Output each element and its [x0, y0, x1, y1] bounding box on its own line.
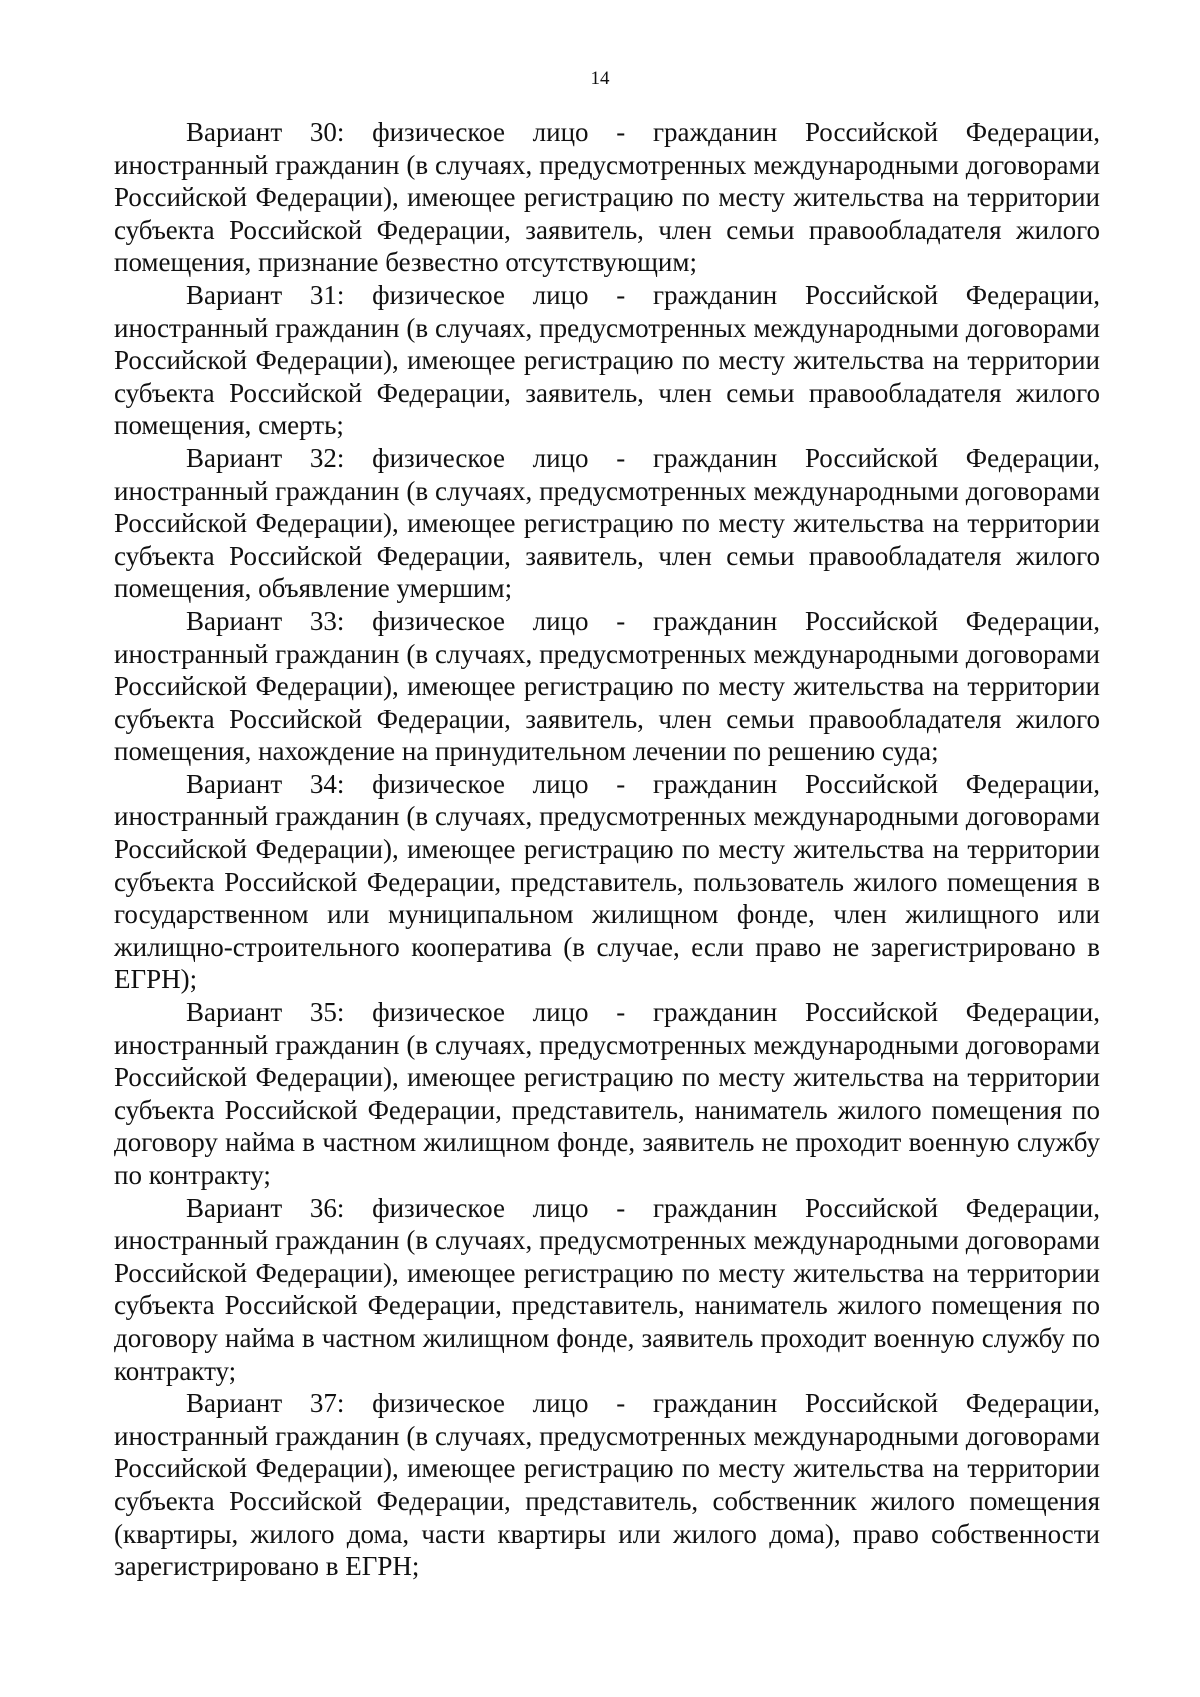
paragraph-variant-30: Вариант 30: физическое лицо - гражданин Российской Федерации, иностранный гражданин (в случаях, предусмотренных международными договорами Российской Федерации), имеющее регистрацию по месту жительства на территории субъекта Российской Федерации, заявитель, член семьи правообладателя жилого помещения, признание безвестно отсутствующим;	[114, 117, 1100, 278]
paragraph-variant-32: Вариант 32: физическое лицо - гражданин Российской Федерации, иностранный гражданин (в случаях, предусмотренных международными договорами Российской Федерации), имеющее регистрацию по месту жительства на территории субъекта Российской Федерации, заявитель, член семьи правообладателя жилого помещения, объявление умершим;	[114, 442, 1100, 604]
paragraph-variant-34: Вариант 34: физическое лицо - гражданин Российской Федерации, иностранный гражданин (в случаях, предусмотренных международными договорами Российской Федерации), имеющее регистрацию по месту жительства на территории субъекта Российской Федерации, представитель, пользователь жилого помещения в государственном или муниципальном жилищном фонде, член жилищного или жилищно-строительного кооператива (в случае, если право не зарегистрировано в ЕГРН);	[114, 768, 1100, 995]
page-number: 14	[590, 68, 610, 89]
paragraph-variant-33: Вариант 33: физическое лицо - гражданин Российской Федерации, иностранный гражданин (в случаях, предусмотренных международными договорами Российской Федерации), имеющее регистрацию по месту жительства на территории субъекта Российской Федерации, заявитель, член семьи правообладателя жилого помещения, нахождение на принудительном лечении по решению суда;	[114, 605, 1100, 767]
document-body	[114, 116, 1100, 1583]
paragraph-variant-37: Вариант 37: физическое лицо - гражданин Российской Федерации, иностранный гражданин (в случаях, предусмотренных международными договорами Российской Федерации), имеющее регистрацию по месту жительства на территории субъекта Российской Федерации, представитель, собственник жилого помещения (квартиры, жилого дома, части квартиры или жилого дома), право собственности зарегистрировано в ЕГРН;	[114, 1388, 1100, 1582]
paragraph-variant-31: Вариант 31: физическое лицо - гражданин Российской Федерации, иностранный гражданин (в случаях, предусмотренных международными договорами Российской Федерации), имеющее регистрацию по месту жительства на территории субъекта Российской Федерации, заявитель, член семьи правообладателя жилого помещения, смерть;	[114, 279, 1100, 441]
paragraph-variant-35: Вариант 35: физическое лицо - гражданин Российской Федерации, иностранный гражданин (в случаях, предусмотренных международными договорами Российской Федерации), имеющее регистрацию по месту жительства на территории субъекта Российской Федерации, представитель, наниматель жилого помещения по договору найма в частном жилищном фонде, заявитель не проходит военную службу по контракту;	[114, 997, 1100, 1190]
paragraph-variant-36: Вариант 36: физическое лицо - гражданин Российской Федерации, иностранный гражданин (в случаях, предусмотренных международными договорами Российской Федерации), имеющее регистрацию по месту жительства на территории субъекта Российской Федерации, представитель, наниматель жилого помещения по договору найма в частном жилищном фонде, заявитель проходит военную службу по контракту;	[114, 1192, 1100, 1386]
